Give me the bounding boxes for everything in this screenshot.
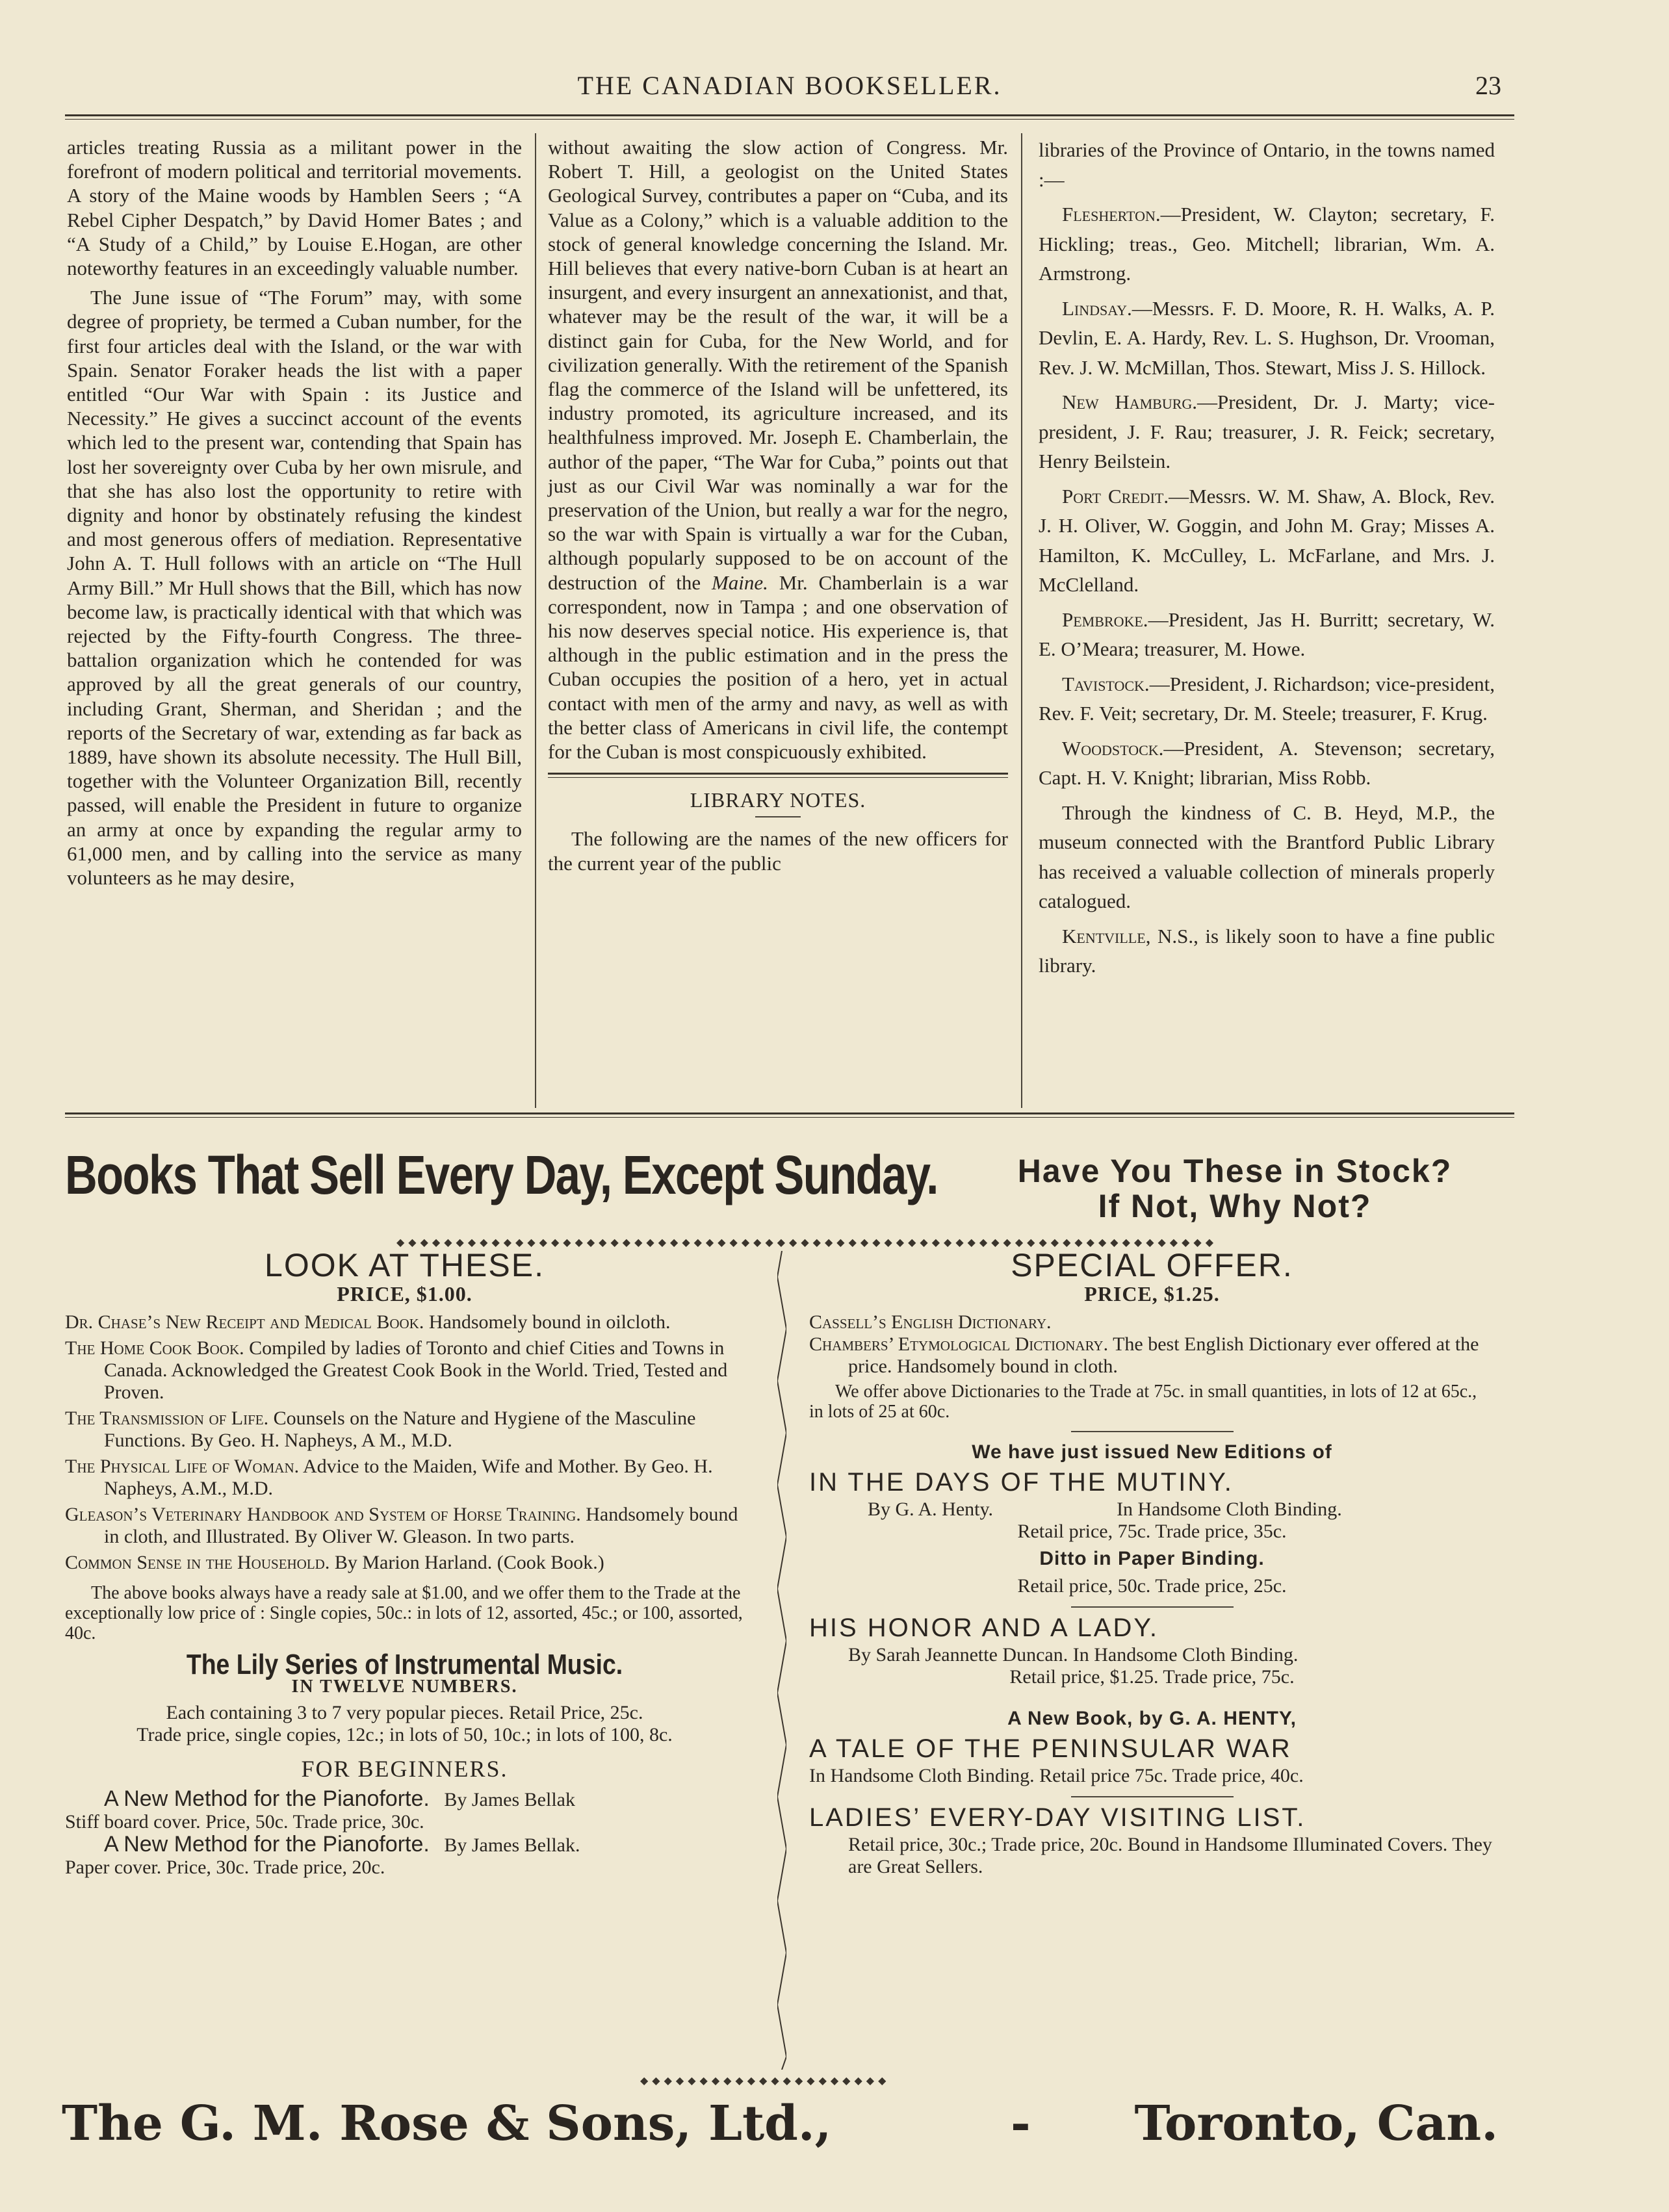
paragraph: Through the kindness of C. B. Heyd, M.P., the museum connected with the Brantford Public Library has received a valuable collection of minerals properly catalogued. [1039,801,1495,912]
entry-text: —President, W. Clayton; secretary, F. Hickling; treas., Geo. Mitchell; librarian, Wm. A. Armstrong. [1039,203,1495,285]
book-desc: Advice to the Maiden, Wife and Mother. By Geo. H. Napheys, A.M., M.D. [104,1456,713,1499]
town-name: Kentville [1062,924,1146,947]
library-entry [1039,734,1495,793]
dotted-border: ◆◆◆◆◆◆◆◆◆◆◆◆◆◆◆◆◆◆◆◆◆◆◆◆◆◆◆◆◆◆◆◆◆◆◆◆◆◆◆◆◆◆◆◆◆◆◆◆◆◆◆◆◆◆◆◆◆◆◆◆◆◆◆◆◆◆◆◆◆ [396,1237,1218,1248]
book-desc: Handsomely bound in cloth, and Illustrated. By Oliver W. Gleason. In two parts. [104,1504,738,1547]
ad-section-title: LOOK AT THESE. [265,1247,545,1283]
book-price: Stiff board cover. Price, 50c. Trade price, 30c. [65,1811,424,1833]
book-price: In Handsome Cloth Binding. Retail price 75c. Trade price, 40c. [809,1765,1304,1786]
ad-subheadline [962,1153,1508,1224]
book-title: A TALE OF THE PENINSULAR WAR [809,1734,1292,1763]
book-author: By James Bellak [444,1789,575,1810]
book-list [65,1311,744,1574]
lily-series-subtitle: IN TWELVE NUMBERS. [291,1677,518,1697]
book-author: By G. A. Henty. [868,1498,994,1520]
book-item [65,1311,744,1333]
paragraph: The following are the names of the new officers for the current year of the public [548,827,1008,875]
book-item [65,1337,744,1404]
trade-note: We offer above Dictionaries to the Trade at 75c. in small quantities, in lots of 12 at 65c., in lots of 25 at 60c. [809,1382,1477,1422]
dotted-border: ◆◆◆◆◆◆◆◆◆◆◆◆◆◆◆◆◆◆◆◆◆ [640,2076,890,2087]
paragraph: libraries of the Province of Ontario, in the towns named :— [1039,138,1495,191]
book-item [65,1504,744,1548]
paragraph: The June issue of “The Forum” may, with some degree of propriety, be termed a Cuban number, for the first four articles deal with the Island, or the war with Spain. Senator Foraker heads the list with a paper entitled “Our War with Spain : its Justice and Necessity.” He gives a succinct account of the events which led to the present war, contending that Spain has lost her sovereignty over Cuba by her own misrule, and that she has also lost the opportunity to retire with dignity and honor by obstinately refusing the kindest and most generous offers of mediation. Representative John A. T. Hull follows with an article on “The Hull Army Bill.” Mr Hull shows that the Bill, which has now become law, is practically identical with that which was rejected by the Fifty-fourth Congress. The three-battalion organization which he contended for was approved by all the great generals of our country, including Grant, Sherman, and Sheridan ; and the reports of the Secretary of war, extending as far back as 1889, have shown its absolute necessity. The Hull Bill, together with the Volunteer Organization Bill, recently passed, will enable the President in future to organize an army at once by expanding the regular army to 61,000 men, and by calling into the service as many volunteers as he may desire, [67,286,522,890]
ad-subheading: A New Book, by G. A. HENTY, [1007,1708,1297,1729]
book-desc: By Marion Harland. (Cook Book.) [330,1552,604,1573]
beginner-book [65,1788,744,1811]
column-divider [535,133,536,1108]
ad-section-title: SPECIAL OFFER. [1011,1247,1293,1283]
book-item [65,1408,744,1452]
column-divider [1021,133,1022,1108]
book-title: IN THE DAYS OF THE MUTINY. [809,1468,1234,1497]
article-column-3 [1039,135,1495,986]
lily-series-title: The Lily Series of Instrumental Music. [186,1649,623,1680]
book-desc: Compiled by ladies of Toronto and chief Cities and Towns in Canada. Acknowledged the Greatest Cook Book in the World. Tried, Tested and Proven. [104,1337,728,1403]
library-entry [1039,199,1495,289]
advertisement-rule [65,1112,1514,1118]
page-header [65,70,1514,109]
text-span: , N.S., is likely soon to have a fine public library. [1039,924,1495,977]
dictionary-desc: The best English Dictionary ever offered at the price. Handsomely bound in cloth. [848,1333,1479,1377]
section-rule [548,773,1008,778]
town-name: Lindsay. [1062,296,1132,320]
library-entry [1039,387,1495,476]
entry-text: —President, Dr. J. Marty; vice-president, J. F. Rau; treasurer, J. R. Feick; secretary, Henry Beilstein. [1039,391,1495,472]
book-title: Common Sense in the Household. [65,1552,330,1573]
entry-text: —President, A. Stevenson; secretary, Capt. H. V. Knight; librarian, Miss Robb. [1039,736,1495,789]
paragraph: articles treating Russia as a militant power in the forefront of modern political and territorial movements. A story of the Maine woods by Hamblen Seers ; “A Rebel Cipher Despatch,” by David Homer Bates ; and “A Study of a Child,” by Louise E.Hogan, are other noteworthy features in an exceedingly valuable number. [67,136,522,280]
article-column-2 [548,135,1008,881]
paragraph [548,135,1008,764]
heading-rule [755,816,801,817]
publisher-city: Toronto, Can. [1134,2096,1498,2152]
library-entry [1039,294,1495,383]
divider [1071,1431,1234,1432]
article-column-1 [67,135,522,895]
ad-price: PRICE, $1.00. [337,1282,472,1305]
book-desc: Handsomely bound in oilcloth. [424,1311,671,1333]
entry-text: —President, Jas H. Burritt; secretary, W. E. O’Meara; treasurer, M. Howe. [1039,608,1495,660]
book-title: The Physical Life of Woman. [65,1456,300,1477]
town-name: Flesherton. [1062,203,1161,225]
book-details [809,1498,1495,1521]
ad-subheadline-line: If Not, Why Not? [1098,1188,1372,1224]
library-entry [1039,605,1495,664]
dictionary-title: Cassell’s English Dictionary. [809,1311,1052,1333]
book-item [65,1552,744,1574]
beginner-book [65,1833,744,1857]
book-price: Retail price, 30c.; Trade price, 20c. Bound in Handsome Illuminated Covers. They are Great Sellers. [848,1834,1492,1877]
section-heading: LIBRARY NOTES. [690,788,866,812]
ad-subheading: We have just issued New Editions of [972,1441,1332,1463]
ad-subheadline-line: Have You These in Stock? [1017,1153,1453,1189]
library-entry [1039,482,1495,600]
book-title: The Transmission of Life. [65,1408,269,1429]
town-name: Tavistock. [1062,672,1150,695]
trade-note: The above books always have a ready sale at $1.00, and we offer them to the Trade at the exceptionally low price of : Single copies, 50c.: in lots of 12, assorted, 45c.; or 100, assorted, 40c. [65,1583,743,1643]
divider [1071,1606,1234,1608]
publication-title: THE CANADIAN BOOKSELLER. [577,71,1002,100]
footer-dash: - [1011,2096,1031,2152]
book-price: Retail price, 50c. Trade price, 25c. [1017,1575,1287,1597]
book-desc: Counsels on the Nature and Hygiene of the Masculine Functions. By Geo. H. Napheys, A M., M.D. [104,1408,696,1451]
ad-subheading: Ditto in Paper Binding. [1039,1548,1265,1569]
entry-text: —Messrs. F. D. Moore, R. H. Walks, A. P. Devlin, E. A. Hardy, Rev. L. S. Hughson, Dr. Vrooman, Rev. J. W. McMillan, Thos. Stewart, Miss J. S. Hillock. [1039,296,1495,379]
text-span: without awaiting the slow action of Congress. Mr. Robert T. Hill, a geologist on the United States Geological Survey, contributes a paper on “Cuba, and its Value as a Colony,” which is a valuable addition to the stock of general knowledge concerning the Island. Mr. Hill believes that every native-born Cuban is at heart an insurgent, and every insurgent an annexationist, and that, whatever may be the result of the war, it will be a distinct gain for Cuba, for the New World, and for civilization generally. With the retirement of the Spanish flag the commerce of the Island will be unfettered, its industry promoted, its agriculture increased, and its healthfulness improved. Mr. Joseph E. Chamberlain, the author of the paper, “The War for Cuba,” points out that just as our Civil War was nominally a war for the preservation of the Union, but really a war for the negro, so the war with Spain is virtually a war for the Cuban, although popularly supposed to be on account of the destruction of the [548,136,1008,594]
town-name: Pembroke. [1062,608,1148,631]
book-binding: In Handsome Cloth Binding. [1117,1498,1342,1520]
book-price: Retail price, 75c. Trade price, 35c. [1017,1521,1287,1542]
book-title: A New Method for the Pianoforte. [104,1786,430,1811]
dictionary-title: Chambers’ Etymological Dictionary. [809,1333,1109,1355]
book-title: Dr. Chase’s New Receipt and Medical Book. [65,1311,424,1333]
paragraph [1039,921,1495,981]
book-title: LADIES’ EVERY-DAY VISITING LIST. [809,1803,1306,1832]
town-name: Port Credit. [1062,484,1169,508]
publisher-footer [62,2096,1498,2154]
lily-series-line: Trade price, single copies, 12c.; in lots of 50, 10c.; in lots of 100, 8c. [136,1724,673,1745]
ship-name: Maine. [711,571,768,594]
book-details: By Sarah Jeannette Duncan. In Handsome Cloth Binding. [848,1644,1299,1665]
lily-series-line: Each containing 3 to 7 very popular pieces. Retail Price, 25c. [166,1702,643,1723]
book-title: The Home Cook Book. [65,1337,244,1359]
book-title: Gleason’s Veterinary Handbook and System of Horse Training. [65,1504,581,1525]
ad-headline: Books That Sell Every Day, Except Sunday. [65,1144,938,1205]
book-title: HIS HONOR AND A LADY. [809,1614,1159,1642]
library-entries [1039,199,1495,793]
dictionary-item [809,1333,1495,1378]
ad-left-column [65,1247,744,1879]
divider [1071,1796,1234,1797]
entry-text: —President, J. Richardson; vice-president, Rev. F. Veit; secretary, Dr. M. Steele; treasurer, F. Krug. [1039,672,1495,725]
entry-text: —Messrs. W. M. Shaw, A. Block, Rev. J. H. Oliver, W. Goggin, and John M. Gray; Misses A. Hamilton, K. McCulley, L. McFarlane, and Mrs. J. McClelland. [1039,484,1495,596]
book-title: A New Method for the Pianoforte. [104,1832,430,1857]
library-entry [1039,669,1495,728]
ad-price: PRICE, $1.25. [1084,1282,1220,1305]
book-author: By James Bellak. [444,1834,580,1856]
publisher-name: The G. M. Rose & Sons, Ltd., [62,2096,832,2152]
page-number: 23 [1475,71,1501,100]
text-span: Mr. Chamberlain is a war correspondent, now in Tampa ; and one observation of his now deserves special notice. His experience is, that although in the public estimation and in the press the Cuban occupies the position of a hero, yet in actual contact with men of the army and navy, as well as with the better class of Americans in civil life, the contempt for the Cuban is most conspicuously exhibited. [548,571,1008,764]
town-name: New Hamburg. [1062,391,1198,413]
book-price: Paper cover. Price, 30c. Trade price, 20c. [65,1857,385,1878]
ornamental-divider [777,1251,786,2070]
beginners-heading: FOR BEGINNERS. [301,1756,508,1782]
book-price: Retail price, $1.25. Trade price, 75c. [1009,1666,1295,1688]
ad-right-column [809,1247,1495,1878]
header-rule [65,114,1514,120]
book-item [65,1456,744,1500]
town-name: Woodstock. [1062,736,1164,760]
